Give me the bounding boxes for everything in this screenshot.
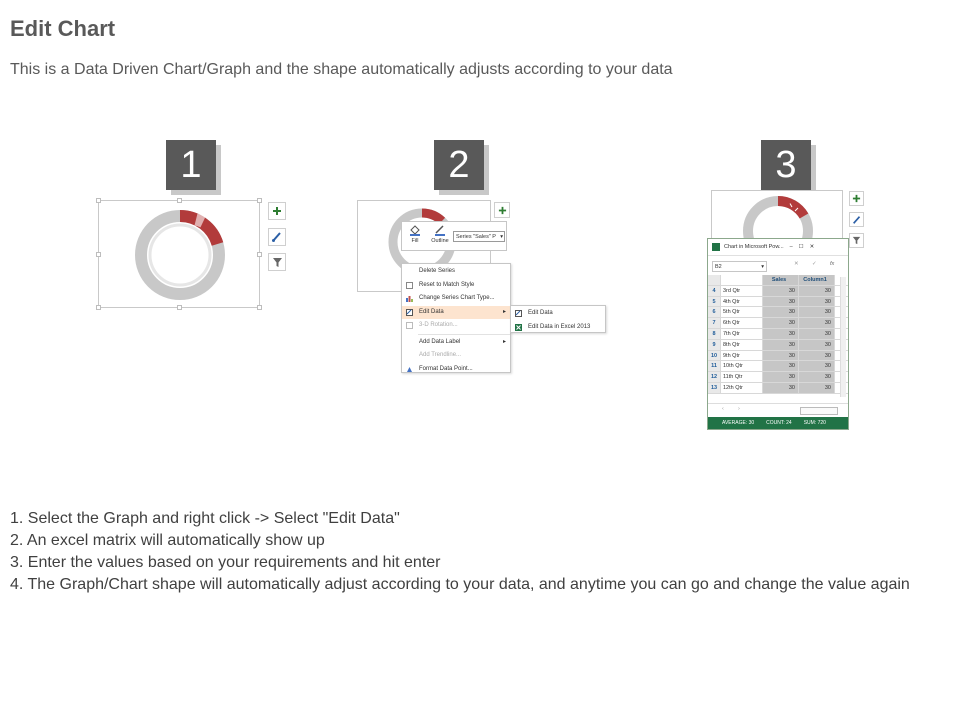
chart-styles-button[interactable]	[268, 228, 286, 246]
table-header-row	[708, 275, 848, 286]
chart-styles-button[interactable]	[849, 212, 864, 227]
status-bar	[708, 417, 848, 429]
chart-type-icon	[406, 295, 413, 302]
chevron-right-icon: ▸	[502, 338, 506, 345]
minimize-icon[interactable]: –	[789, 244, 793, 250]
name-box-value: B2	[715, 264, 722, 270]
table-cell[interactable]: 30	[799, 307, 835, 317]
scroll-left-icon[interactable]: ‹	[722, 406, 724, 412]
status-average: AVERAGE: 30	[722, 420, 755, 426]
step-2-badge: 2	[434, 140, 484, 190]
menu-item-add-trendline[interactable]	[402, 349, 510, 363]
submenu-item-edit-data[interactable]	[511, 307, 605, 321]
menu-item-label: 3-D Rotation...	[419, 322, 458, 328]
scroll-right-icon[interactable]: ›	[738, 406, 740, 412]
table-cell[interactable]: 30	[799, 318, 835, 328]
outline-label: Outline	[431, 238, 449, 244]
plus-icon	[498, 206, 507, 215]
menu-divider	[418, 334, 510, 335]
vertical-scrollbar[interactable]	[840, 277, 846, 397]
table-row	[708, 286, 848, 297]
excel-grid	[708, 275, 848, 394]
context-menu	[401, 263, 511, 373]
instruction-item: 3. Enter the values based on your requirements and hit enter	[10, 554, 441, 571]
excel-data-window	[707, 238, 849, 430]
row-number[interactable]: 6	[708, 307, 721, 317]
menu-item-label: Edit Data in Excel 2013	[528, 323, 591, 330]
chevron-down-icon: ▾	[500, 234, 503, 240]
excel-window-title: Chart in Microsoft Pow...	[724, 244, 784, 250]
table-cell[interactable]: 30	[763, 372, 799, 382]
menu-item-edit-data[interactable]	[402, 306, 510, 320]
format-icon	[406, 366, 413, 373]
instruction-item: 2. An excel matrix will automatically show up	[10, 532, 325, 549]
table-cell[interactable]: 30	[799, 329, 835, 339]
chevron-down-icon: ▾	[761, 264, 764, 270]
fill-label: Fill	[411, 238, 419, 244]
page-subtitle: This is a Data Driven Chart/Graph and the shape automatically adjusts according to your data	[10, 61, 673, 78]
excel-title-bar	[708, 239, 848, 256]
menu-item-label: Format Data Point...	[419, 365, 473, 372]
pen-icon	[434, 224, 446, 236]
table-cell[interactable]: 5th Qtr	[721, 307, 763, 317]
row-number[interactable]: 8	[708, 329, 721, 339]
menu-item-format-data-point[interactable]	[402, 363, 510, 377]
table-cell[interactable]: 30	[799, 361, 835, 371]
table-row	[708, 307, 848, 318]
column-header[interactable]: Sales	[763, 275, 799, 285]
chart-elements-button[interactable]	[849, 191, 864, 206]
table-cell[interactable]: 11th Qtr	[721, 372, 763, 382]
paint-bucket-icon	[409, 224, 421, 236]
table-cell[interactable]: 10th Qtr	[721, 361, 763, 371]
formula-bar	[712, 261, 844, 272]
table-row	[708, 383, 848, 394]
step-3-chart-frame[interactable]	[711, 190, 843, 242]
plus-icon	[272, 206, 282, 216]
edit-data-icon	[406, 309, 413, 316]
table-row	[708, 329, 848, 340]
table-cell[interactable]: 30	[763, 307, 799, 317]
sheet-tab-bar	[708, 403, 848, 417]
mini-toolbar	[401, 221, 507, 251]
table-cell[interactable]: 30	[799, 297, 835, 307]
table-cell[interactable]: 9th Qtr	[721, 351, 763, 361]
outline-button[interactable]	[428, 224, 452, 250]
table-cell[interactable]: 4th Qtr	[721, 297, 763, 307]
chart-filters-button[interactable]	[268, 253, 286, 271]
table-cell[interactable]: 7th Qtr	[721, 329, 763, 339]
menu-item-label: Delete Series	[419, 268, 456, 274]
table-row	[708, 340, 848, 351]
table-cell[interactable]: 30	[799, 372, 835, 382]
name-box[interactable]	[712, 261, 767, 272]
table-cell[interactable]: 30	[799, 351, 835, 361]
row-number[interactable]: 5	[708, 297, 721, 307]
table-cell[interactable]: 30	[799, 340, 835, 350]
series-selector[interactable]	[453, 231, 505, 242]
menu-item-reset-style[interactable]	[402, 279, 510, 293]
instruction-item: 4. The Graph/Chart shape will automatically adjust according to your data, and anytime you can go and change the value again	[10, 576, 910, 593]
excel-icon	[712, 243, 720, 251]
chart-filters-button[interactable]	[849, 233, 864, 248]
row-number[interactable]: 11	[708, 361, 721, 371]
menu-item-label: Reset to Match Style	[419, 281, 475, 288]
row-number[interactable]: 13	[708, 383, 721, 393]
donut-chart[interactable]	[712, 191, 842, 243]
page-title: Edit Chart	[10, 16, 116, 41]
row-number[interactable]: 9	[708, 340, 721, 350]
menu-item-label: Add Data Label	[419, 338, 461, 345]
status-count: COUNT: 24	[766, 420, 792, 426]
menu-item-3d-rotation[interactable]	[402, 319, 510, 333]
step-3-badge: 3	[761, 140, 811, 190]
edit-data-submenu	[510, 305, 606, 333]
filter-icon	[272, 257, 283, 268]
table-cell[interactable]: 8th Qtr	[721, 340, 763, 350]
table-cell[interactable]: 30	[763, 340, 799, 350]
maximize-icon[interactable]: ☐	[798, 244, 804, 250]
table-cell[interactable]: 12th Qtr	[721, 383, 763, 393]
instruction-item: 1. Select the Graph and right click -> Select "Edit Data"	[10, 510, 400, 527]
menu-item-label: Change Series Chart Type...	[419, 295, 495, 301]
menu-item-change-chart-type[interactable]	[402, 292, 510, 306]
donut-chart[interactable]	[99, 201, 259, 307]
fill-button[interactable]	[406, 224, 424, 250]
horizontal-scrollbar[interactable]	[800, 407, 838, 415]
edit-data-icon	[515, 310, 522, 317]
chevron-right-icon: ▸	[502, 308, 506, 315]
reset-icon	[406, 282, 413, 289]
table-row	[708, 361, 848, 372]
close-icon[interactable]: ✕	[809, 244, 815, 250]
table-cell[interactable]: 30	[799, 286, 835, 296]
instructions-list	[10, 508, 950, 596]
status-sum: SUM: 720	[803, 420, 826, 426]
menu-item-label: Edit Data	[419, 308, 444, 315]
rotation-icon	[406, 322, 413, 329]
row-number[interactable]: 7	[708, 318, 721, 328]
excel-icon	[515, 324, 522, 331]
table-row	[708, 372, 848, 383]
table-cell[interactable]: 30	[799, 383, 835, 393]
column-header[interactable]: Column1	[799, 275, 835, 285]
table-row	[708, 351, 848, 362]
table-cell[interactable]: 30	[763, 297, 799, 307]
menu-item-label: Add Trendline...	[419, 352, 462, 358]
chart-elements-button[interactable]	[268, 202, 286, 220]
row-number[interactable]: 12	[708, 372, 721, 382]
submenu-item-edit-data-excel[interactable]	[511, 321, 605, 335]
row-number-header[interactable]	[708, 275, 721, 285]
table-row	[708, 318, 848, 329]
plus-icon	[852, 194, 861, 203]
menu-item-delete-series[interactable]	[402, 265, 510, 279]
row-number[interactable]: 4	[708, 286, 721, 296]
table-cell[interactable]: 30	[763, 329, 799, 339]
column-header[interactable]	[721, 275, 763, 285]
table-cell[interactable]: 30	[763, 318, 799, 328]
table-cell[interactable]: 30	[763, 383, 799, 393]
table-cell[interactable]: 6th Qtr	[721, 318, 763, 328]
series-selector-value: Series "Sales" P	[456, 234, 496, 240]
function-icon[interactable]: fx	[830, 261, 835, 267]
table-cell[interactable]: 30	[763, 351, 799, 361]
step-1-chart-frame[interactable]	[98, 200, 260, 308]
brush-icon	[271, 231, 283, 243]
brush-icon	[852, 215, 862, 225]
menu-item-add-data-label[interactable]	[402, 336, 510, 350]
table-row	[708, 297, 848, 308]
step-1-badge: 1	[166, 140, 216, 190]
chart-elements-button[interactable]	[494, 202, 510, 218]
row-number[interactable]: 10	[708, 351, 721, 361]
menu-item-label: Edit Data	[528, 310, 553, 316]
enter-icon[interactable]: ✓	[812, 261, 817, 267]
filter-icon	[852, 236, 861, 245]
table-cell[interactable]: 3rd Qtr	[721, 286, 763, 296]
table-cell[interactable]: 30	[763, 286, 799, 296]
cancel-icon[interactable]: ✕	[794, 261, 799, 267]
table-cell[interactable]: 30	[763, 361, 799, 371]
